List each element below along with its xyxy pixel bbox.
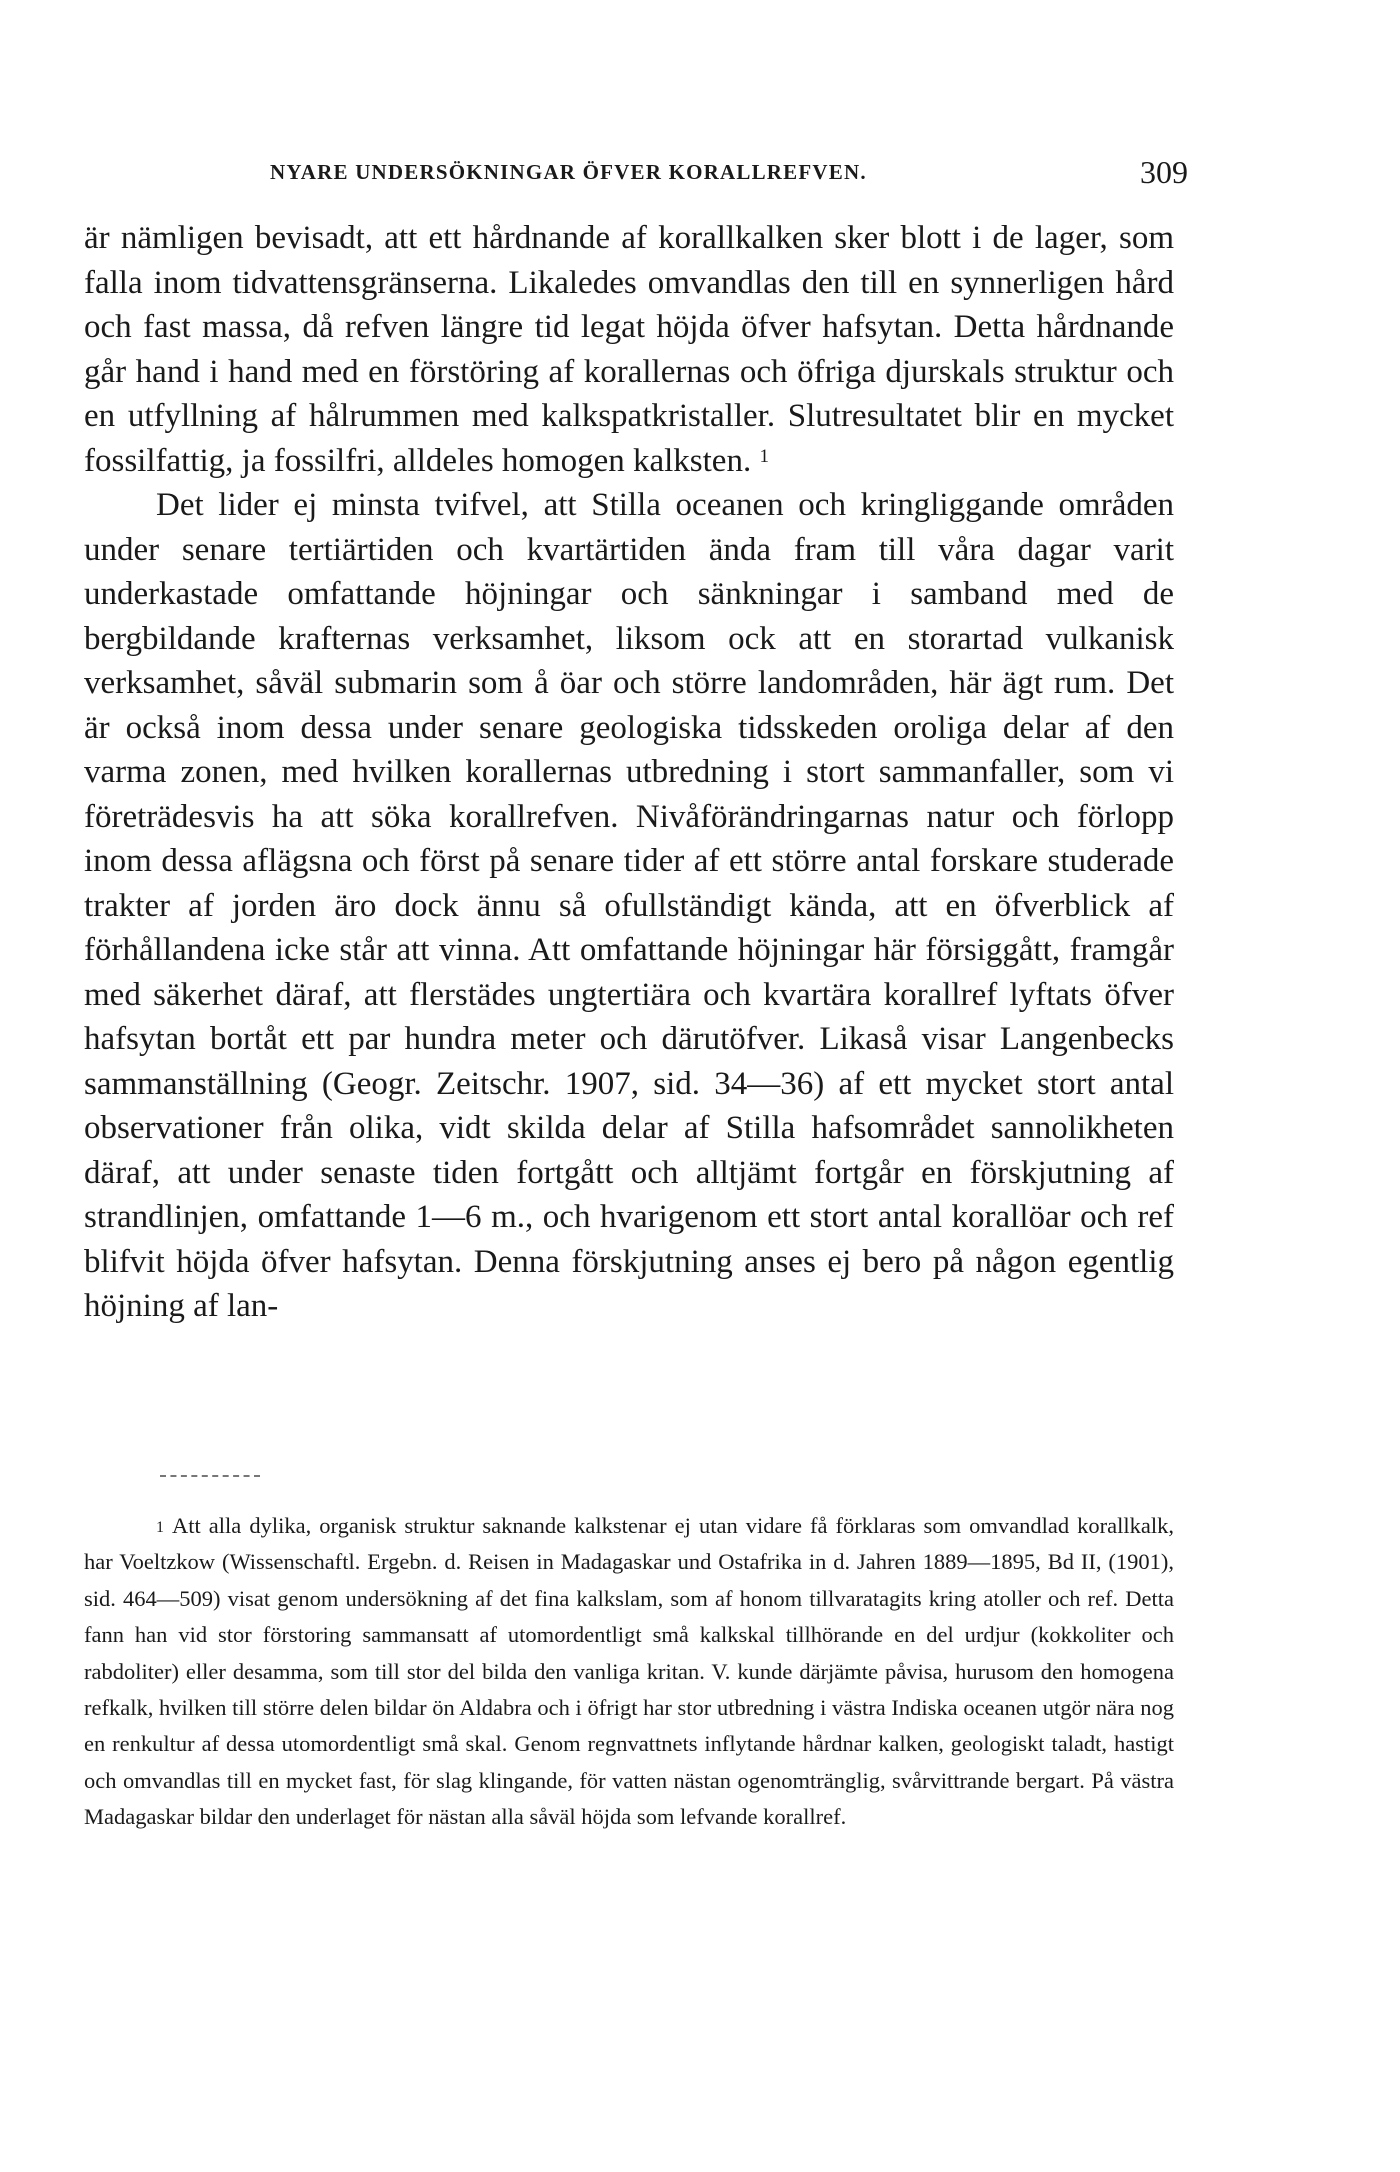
footnote-text: Att alla dylika, organisk struktur saknande kalkstenar ej utan vidare få förklaras som omvandlad korallkalk, har Voeltzkow (Wissenschaftl. Ergebn. d. Reisen in Madagaskar und Ostafrika in d. Jahren 1889—1895, Bd II, (1901), sid. 464—509) visat genom undersökning af det fina kalkslam, som af honom tillvaratagits kring atoller och ref. Detta fann han vid stor förstoring sammansatt af utomordentligt små kalkskal tillhörande en del urdjur (kokkoliter och rabdoliter) eller desamma, som till stor del bilda den vanliga kritan. V. kunde därjämte påvisa, hurusom den homogena refkalk, hvilken till större delen bildar ön Aldabra och i öfrigt har stor utbredning i västra Indiska oceanen utgör nära nog en renkultur af dessa utomordentligt små skal. Genom regnvattnets inflytande hårdnar kalken, geologiskt taladt, hastigt och omvandlas till en mycket fast, för slag klingande, för vatten nästan ogenomtränglig, svårvittrande bergart. På västra Madagaskar bildar den underlaget för nästan alla såväl höjda som lefvande korallref. [84,1513,1174,1830]
paragraph: Det lider ej minsta tvifvel, att Stilla oceanen och kringliggande områden under senare tertiärtiden och kvartärtiden ända fram till våra dagar varit underkastade omfattande höjningar och sänkningar i samband med de bergbildande krafternas verksamhet, liksom ock att en storartad vulkanisk verksamhet, såväl submarin som å öar och större landområden, här ägt rum. Det är också inom dessa under senare geologiska tidsskeden oroliga delar af den varma zonen, med hvilken korallernas utbredning i stort sammanfaller, som vi företrädesvis ha att söka korallrefven. Nivåförändringarnas natur och förlopp inom dessa aflägsna och först på senare tider af ett större antal forskare studerade trakter af jorden äro dock ännu så ofullständigt kända, att en öfverblick af förhållandena icke står att vinna. Att omfattande höjningar här försiggått, framgår med säkerhet däraf, att flerstädes ungtertiära och kvartära korallref lyftats öfver hafsytan bortåt ett par hundra meter och därutöfver. Likaså visar Langenbecks sammanställning (Geogr. Zeitschr. 1907, sid. 34—36) af ett mycket stort antal observationer från olika, vidt skilda delar af Stilla hafsområdet sannolikheten däraf, att under senaste tiden fortgått och alltjämt fortgår en förskjutning af strandlinjen, omfattande 1—6 m., och hvarigenom ett stort antal korallöar och ref blifvit höjda öfver hafsytan. Denna förskjutning anses ej bero på någon egentlig höjning af lan- [84,487,1174,1324]
page-header [210,154,1188,200]
page-number: 309 [1140,154,1188,190]
paragraph-text: är nämligen bevisadt, att ett hårdnande af korallkalken sker blott i de lager, som falla inom tidvattensgränserna. Likaledes omvandlas den till en synnerligen hård och fast massa, då refven längre tid legat höjda öfver hafsytan. Detta hårdnande går hand i hand med en förstöring af korallernas och öfriga djurskals struktur och en utfyllning af hålrummen med kalkspatkristaller. Slutresultatet blir en mycket fossilfattig, ja fossilfri, alldeles homogen kalksten. [84,220,1174,479]
footnote-marker: 1 [156,1519,164,1536]
footnote-reference: 1 [759,445,769,467]
paragraph [84,216,1174,483]
footnote-separator [160,1475,260,1477]
footnote [84,1508,1174,1836]
main-text [84,216,1174,1329]
running-title: NYARE UNDERSÖKNINGAR ÖFVER KORALLREFVEN. [270,160,867,184]
